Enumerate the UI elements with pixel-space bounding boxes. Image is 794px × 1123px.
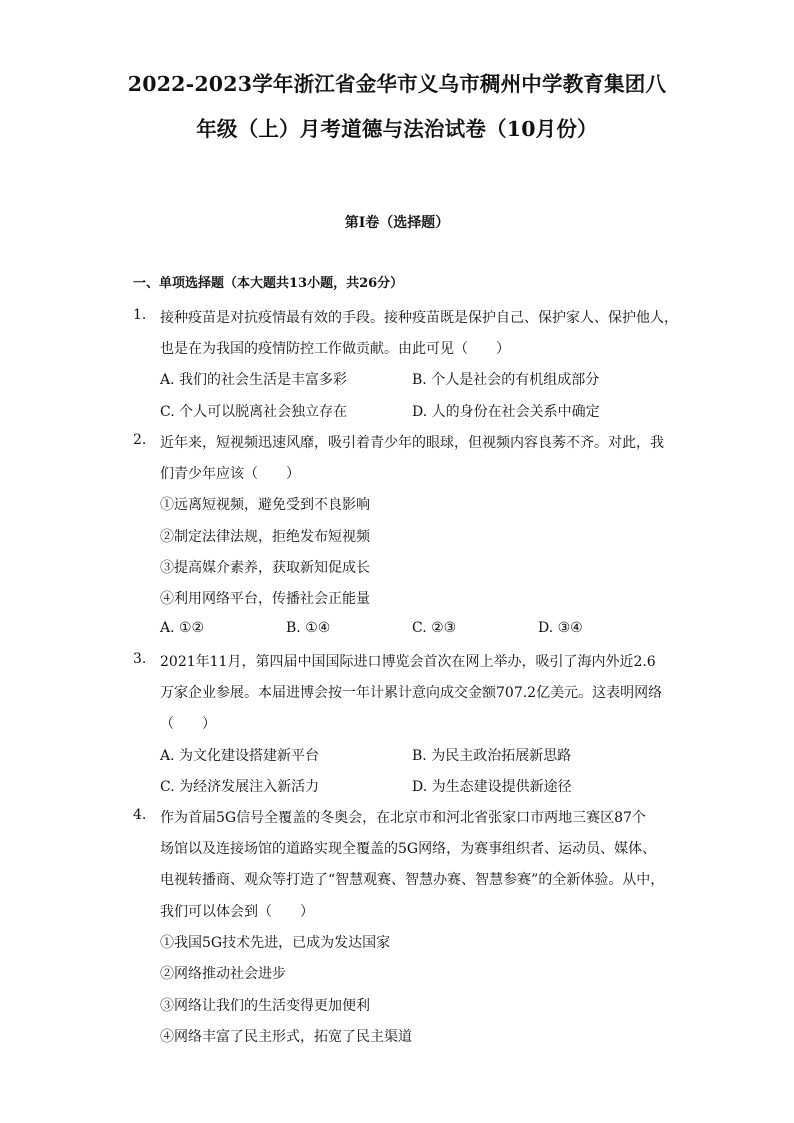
- statement-item: ①我国5G技术先进，已成为发达国家: [160, 935, 391, 951]
- option-d[interactable]: D. ③④: [538, 620, 583, 636]
- question-stem-line: 电视转播商、观众等打造了“智慧观赛、智慧办赛、智慧参赛”的全新体验。从中，: [160, 872, 665, 888]
- statement-item: ①远离短视频，避免受到不良影响: [160, 497, 370, 513]
- question-number: 1.: [133, 307, 147, 323]
- question-stem-line: 们青少年应该（ ）: [160, 466, 300, 482]
- question-stem-line: 我们可以体会到（ ）: [160, 904, 314, 920]
- statement-item: ②网络推动社会进步: [160, 966, 286, 982]
- option-a[interactable]: A. ①②: [160, 620, 205, 636]
- section-heading: 一、单项选择题（本大题共13小题，共26分）: [133, 276, 404, 291]
- title-line-1: 2022-2023学年浙江省金华市义乌市稠州中学教育集团八: [127, 72, 667, 96]
- statement-item: ③网络让我们的生活变得更加便利: [160, 998, 370, 1014]
- exam-title: [90, 62, 704, 152]
- statement-item: ③提高媒介素养，获取新知促成长: [160, 560, 370, 576]
- question-stem-line: 作为首届5G信号全覆盖的冬奥会，在北京市和河北省张家口市两地三赛区87个: [160, 810, 646, 826]
- volume-heading: 第I卷（选择题）: [344, 215, 450, 231]
- question-stem-line: 场馆以及连接场馆的道路实现全覆盖的5G网络，为赛事组织者、运动员、媒体、: [160, 841, 657, 857]
- option-c[interactable]: C. ②③: [412, 620, 457, 636]
- option-c[interactable]: C. 个人可以脱离社会独立存在: [160, 404, 348, 420]
- option-b[interactable]: B. ①④: [286, 620, 331, 636]
- statement-item: ④网络丰富了民主形式，拓宽了民主渠道: [160, 1029, 412, 1045]
- option-c[interactable]: C. 为经济发展注入新活力: [160, 779, 320, 795]
- question-stem-line: 近年来，短视频迅速风靡，吸引着青少年的眼球，但视频内容良莠不齐。对此，我: [160, 435, 664, 451]
- question-stem-line: （ ）: [160, 716, 216, 732]
- question-stem-line: 也是在为我国的疫情防控工作做贡献。由此可见（ ）: [160, 341, 510, 357]
- question-stem-line: 接种疫苗是对抗疫情最有效的手段。接种疫苗既是保护自己、保护家人、保护他人，: [160, 310, 678, 326]
- statement-item: ④利用网络平台，传播社会正能量: [160, 591, 370, 607]
- title-line-2: 年级（上）月考道德与法治试卷（10月份）: [196, 117, 598, 141]
- question-number: 4.: [133, 807, 147, 823]
- option-b[interactable]: B. 个人是社会的有机组成部分: [412, 372, 600, 388]
- question-stem-line: 万家企业参展。本届进博会按一年计累计意向成交金额707.2亿美元。这表明网络: [160, 685, 663, 701]
- question-number: 2.: [133, 432, 147, 448]
- option-d[interactable]: D. 人的身份在社会关系中确定: [412, 404, 600, 420]
- option-b[interactable]: B. 为民主政治拓展新思路: [412, 748, 572, 764]
- option-a[interactable]: A. 我们的社会生活是丰富多彩: [160, 372, 348, 388]
- statement-item: ②制定法律法规，拒绝发布短视频: [160, 529, 370, 545]
- option-d[interactable]: D. 为生态建设提供新途径: [412, 779, 572, 795]
- question-number: 3.: [133, 651, 147, 667]
- option-a[interactable]: A. 为文化建设搭建新平台: [160, 748, 320, 764]
- question-stem-line: 2021年11月，第四届中国国际进口博览会首次在网上举办，吸引了海内外近2.6: [160, 654, 656, 670]
